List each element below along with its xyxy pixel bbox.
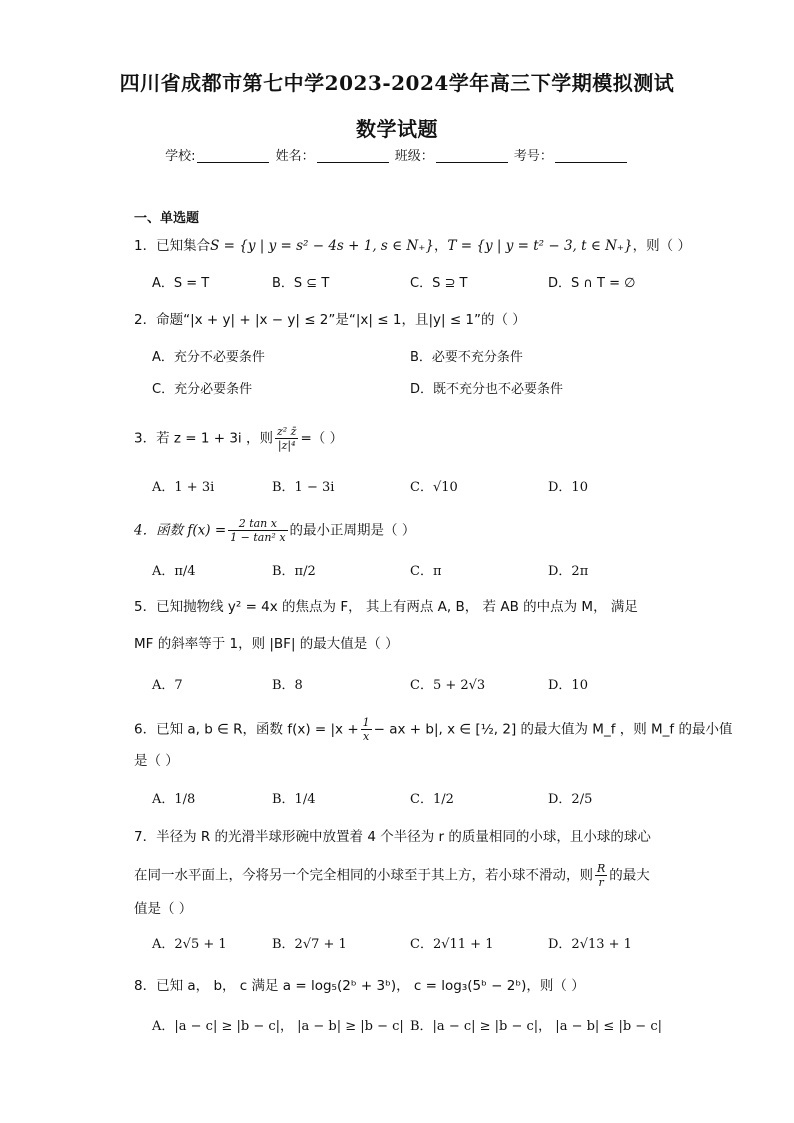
- q6-stem-b: − ax + b|, x ∈ [½, 2] 的最大值为 M_f ，则 M_f 的最小值: [373, 721, 733, 738]
- q5-option-c[interactable]: C．5 + 2√3: [410, 678, 486, 693]
- q4-stem: 4．函数 f(x) =: [134, 522, 227, 539]
- name-blank: [317, 148, 389, 163]
- q5-option-d[interactable]: D．10: [548, 678, 588, 693]
- class-label: 班级：: [394, 149, 434, 164]
- q7-stem-a: 在同一水平面上，今将另一个完全相同的小球至于其上方，若小球不滑动，则: [134, 867, 593, 884]
- q6-fraction: $\frac{1}{x}$: [362, 716, 370, 743]
- q6-option-b[interactable]: B．1/4: [272, 792, 316, 807]
- q7-stem-b: 的最大: [609, 867, 650, 884]
- q4-option-c[interactable]: C．π: [410, 564, 442, 579]
- q3-stem: 3．若 z = 1 + 3i ，则: [134, 430, 273, 447]
- q7-option-b[interactable]: B．2√7 + 1: [272, 937, 347, 952]
- question-7-line-3: 值是（ ）: [134, 901, 193, 917]
- question-7-line-1: 7．半径为 R 的光滑半球形碗中放置着 4 个半径为 r 的质量相同的小球，且小球的球心: [134, 829, 651, 845]
- name-label: 姓名：: [275, 149, 315, 164]
- q1-option-d[interactable]: D．S ∩ T = ∅: [548, 276, 636, 291]
- q1-tail: ，则（ ）: [632, 238, 691, 254]
- school-blank: [197, 148, 269, 163]
- q1-option-c[interactable]: C．S ⊇ T: [410, 276, 468, 291]
- q8-option-a[interactable]: A．|a − c| ≥ |b − c|， |a − b| ≥ |b − c|: [152, 1019, 404, 1034]
- q3-option-a[interactable]: A．1 + 3i: [152, 480, 215, 495]
- q7-option-c[interactable]: C．2√11 + 1: [410, 937, 494, 952]
- q1-stem: 1．已知集合: [134, 238, 211, 254]
- q5-option-a[interactable]: A．7: [152, 678, 183, 693]
- q6-option-d[interactable]: D．2/5: [548, 792, 593, 807]
- id-blank: [555, 148, 627, 163]
- q6-stem-a: 6．已知 a, b ∈ R，函数 f(x) = |x +: [134, 721, 359, 738]
- q3-option-c[interactable]: C．√10: [410, 480, 458, 495]
- q4-option-d[interactable]: D．2π: [548, 564, 589, 579]
- question-6-line-1: [134, 716, 732, 743]
- q4-tail: 的最小正周期是（ ）: [289, 522, 416, 539]
- q1-set-s: S = {y | y = s² − 4s + 1, s ∈ N₊}: [210, 238, 434, 254]
- q3-option-b[interactable]: B．1 − 3i: [272, 480, 335, 495]
- q1-set-t: T = {y | y = t² − 3, t ∈ N₊}: [447, 238, 633, 254]
- q7-option-d[interactable]: D．2√13 + 1: [548, 937, 632, 952]
- exam-title: 四川省成都市第七中学2023-2024学年高三下学期模拟测试: [119, 71, 675, 95]
- question-7-line-2: [134, 862, 650, 889]
- section-heading: 一、单选题: [134, 211, 200, 226]
- q7-fraction: $\frac{R}{r}$: [597, 862, 606, 889]
- exam-subtitle: 数学试题: [356, 117, 438, 141]
- question-5-line-1: 5．已知抛物线 y² = 4x 的焦点为 F， 其上有两点 A, B， 若 AB 的中点为 M， 满足: [134, 599, 638, 615]
- school-label: 学校:: [165, 149, 196, 164]
- q6-option-c[interactable]: C．1/2: [410, 792, 454, 807]
- question-3: [134, 425, 343, 452]
- q4-fraction: $\frac{\text{2 tan x}}{\text{1 − tan² x}}$: [230, 517, 286, 544]
- q3-option-d[interactable]: D．10: [548, 480, 588, 495]
- q2-option-c[interactable]: C．充分必要条件: [152, 382, 253, 397]
- q7-option-a[interactable]: A．2√5 + 1: [152, 937, 227, 952]
- question-1: [134, 236, 691, 256]
- class-blank: [436, 148, 508, 163]
- q2-option-a[interactable]: A．充分不必要条件: [152, 350, 265, 365]
- id-label: 考号：: [513, 149, 553, 164]
- student-info-line: [0, 145, 794, 164]
- question-4: [134, 517, 415, 544]
- q2-option-d[interactable]: D．既不充分也不必要条件: [410, 382, 564, 397]
- q3-fraction: $\frac{\text{z² z̄}}{\text{|z|⁴}}$: [276, 425, 297, 452]
- question-2: 2．命题“|x + y| + |x − y| ≤ 2”是“|x| ≤ 1，且|y| ≤ 1”的（ ）: [134, 312, 526, 328]
- question-5-line-2: MF 的斜率等于 1，则 |BF| 的最大值是（ ）: [134, 636, 399, 652]
- q1-option-a[interactable]: A．S = T: [152, 276, 210, 291]
- q1-sep: ，: [433, 238, 448, 254]
- q8-option-b[interactable]: B．|a − c| ≥ |b − c|， |a − b| ≤ |b − c|: [410, 1019, 662, 1034]
- q6-option-a[interactable]: A．1/8: [152, 792, 196, 807]
- q4-option-a[interactable]: A．π/4: [152, 564, 196, 579]
- q2-option-b[interactable]: B．必要不充分条件: [410, 350, 523, 365]
- question-6-line-2: 是（ ）: [134, 753, 179, 769]
- question-8: 8．已知 a， b， c 满足 a = log₅(2ᵇ + 3ᵇ)， c = log₃(5ᵇ − 2ᵇ)，则（ ）: [134, 978, 585, 994]
- q3-tail: =（ ）: [300, 430, 344, 447]
- q4-option-b[interactable]: B．π/2: [272, 564, 316, 579]
- q5-option-b[interactable]: B．8: [272, 678, 303, 693]
- q1-option-b[interactable]: B．S ⊆ T: [272, 276, 330, 291]
